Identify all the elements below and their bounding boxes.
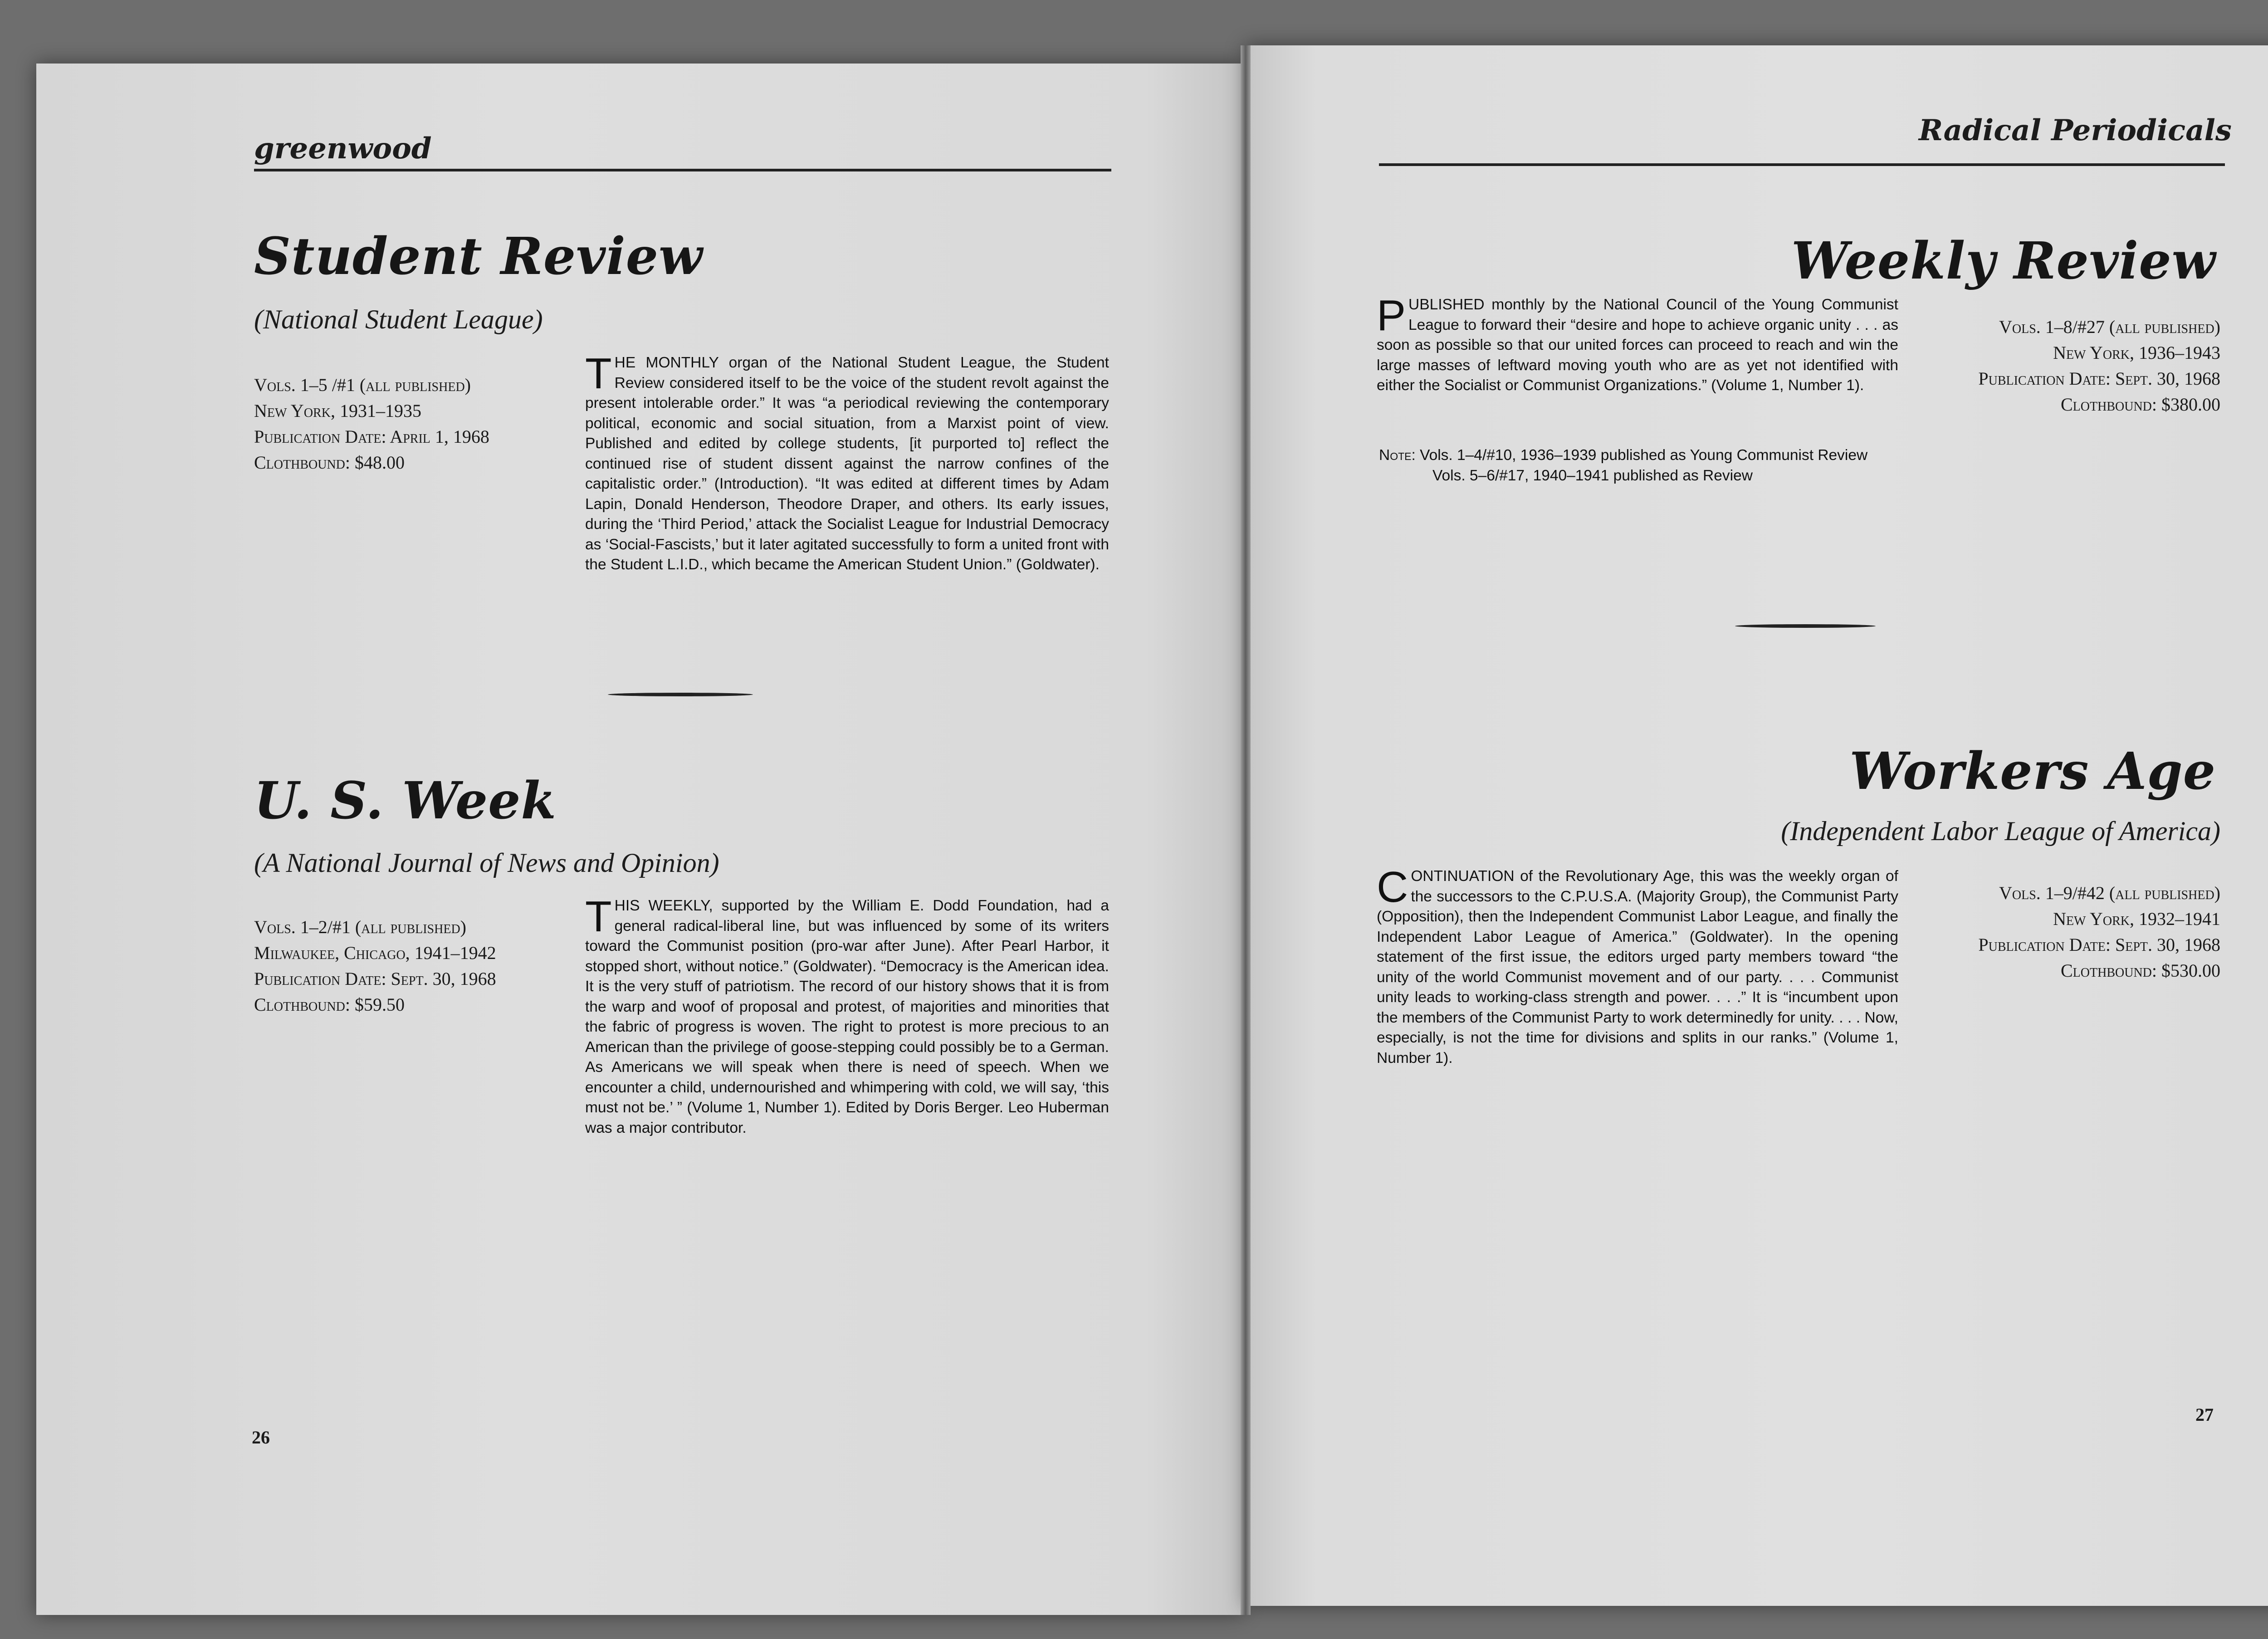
price-line: Clothbound: $380.00 xyxy=(2061,394,2220,415)
description-text: UBLISHED monthly by the National Council of the Young Communist League to forward their “desire and hope to achieve organic unity . . . as soon as possible so that our united forces can proceed to reach and win the large masses of leftward moving youth who are as yet not identified with either the Socialist or Communist Organizations.” (Volume 1, Number 1). xyxy=(1377,296,1898,394)
section-divider xyxy=(608,693,753,696)
note-line-2: Vols. 5–6/#17, 1940–1941 published as Review xyxy=(1432,467,1753,484)
place-line: New York, 1932–1941 xyxy=(2053,909,2220,929)
page-number-right: 27 xyxy=(2195,1404,2214,1425)
place-line: New York, 1931–1935 xyxy=(254,401,421,421)
publication-note xyxy=(1379,445,1901,486)
publication-date: Publication Date: Sept. 30, 1968 xyxy=(1978,368,2220,389)
entry-title: Weekly Review xyxy=(1791,231,2216,291)
left-page xyxy=(36,64,1243,1615)
drop-cap: T xyxy=(585,349,612,398)
drop-cap: T xyxy=(585,892,612,941)
place-line: New York, 1936–1943 xyxy=(2053,342,2220,363)
entry-subtitle: (A National Journal of News and Opinion) xyxy=(254,848,719,878)
entry-description xyxy=(1377,291,1898,396)
description-text: HIS WEEKLY, supported by the William E. Dodd Foundation, had a general radical-liberal line, but was influenced by some of its writers toward the Communist position (pro-war after June). After Pearl Harbor, it stopped short, without notice.” (Goldwater). “Democracy is the American idea. It is the very stuff of patriotism. The record of our history shows that it is from the warp and woof of proposal and protest, of majorities and minorities that the fabric of progress is woven. The right to protest is more precious to an American than the privilege of goose-stepping could possibly be to a German. As Americans we will speak when there is need of speech. When we encounter a child, undernourished and whimpering with cold, we will say, ‘this must not be.’ ” (Volume 1, Number 1). Edited by Doris Berger. Leo Huberman was a major contributor. xyxy=(585,897,1109,1136)
place-line: Milwaukee, Chicago, 1941–1942 xyxy=(254,943,496,963)
entry-metadata xyxy=(1901,880,2220,983)
publication-date: Publication Date: April 1, 1968 xyxy=(254,426,489,447)
entry-subtitle: (National Student League) xyxy=(254,304,543,334)
note-line-1: Vols. 1–4/#10, 1936–1939 published as Young Communist Review xyxy=(1420,447,1868,464)
entry-metadata xyxy=(254,372,489,475)
volumes-line: Vols. 1–2/#1 (all published) xyxy=(254,917,466,937)
note-label: Note: xyxy=(1379,447,1416,464)
header-rule-right xyxy=(1379,163,2225,166)
header-rule-left xyxy=(254,169,1111,171)
entry-description xyxy=(1377,863,1898,1068)
price-line: Clothbound: $530.00 xyxy=(2061,960,2220,981)
entry-metadata xyxy=(1901,314,2220,417)
page-number-left: 26 xyxy=(252,1427,270,1448)
drop-cap: P xyxy=(1377,291,1406,340)
price-line: Clothbound: $48.00 xyxy=(254,452,405,473)
entry-title: Workers Age xyxy=(1849,742,2216,801)
entry-metadata xyxy=(254,914,496,1018)
publication-date: Publication Date: Sept. 30, 1968 xyxy=(1978,934,2220,955)
book-gutter xyxy=(1241,45,1251,1615)
entry-title: Student Review xyxy=(254,227,703,286)
entry-description xyxy=(585,349,1109,575)
entry-title: U. S. Week xyxy=(254,771,557,831)
publication-date: Publication Date: Sept. 30, 1968 xyxy=(254,969,496,989)
section-divider xyxy=(1735,624,1876,628)
running-head-left: greenwood xyxy=(254,132,432,166)
description-text: ONTINUATION of the Revolutionary Age, this was the weekly organ of the successors to the C.P.U.S.A. (Majority Group), the Communist Party (Opposition), then the Independent Communist Labor League, and finally the Independent Labor League of America.” (Goldwater). In the opening statement of the first issue, the editors urged party members toward “the unity of the world Communist movement and of our party. . . . Communist unity leads to working-class strength and power. . . .” It is “incumbent upon the members of the Communist Party to work determinedly for unity. . . . Now, especially, is not the time for divisions and splits in our ranks.” (Volume 1, Number 1). xyxy=(1377,868,1898,1067)
entry-subtitle: (Independent Labor League of America) xyxy=(1781,816,2220,846)
running-head-right: Radical Periodicals xyxy=(1919,113,2232,147)
price-line: Clothbound: $59.50 xyxy=(254,994,405,1015)
description-text: HE MONTHLY organ of the National Student League, the Student Review considered itself to be the voice of the student revolt against the present intolerable order.” It was “a periodical reviewing the contemporary political, economic and social situation, from a Marxist point of view. Published and edited by college students, [it purported to] reflect the continued rise of student dissent against the narrow confines of the capitalistic order.” (Introduction). “It was edited at different times by Adam Lapin, Donald Henderson, Theodore Draper, and others. Its early issues, during the ‘Third Period,’ attack the Socialist League for Industrial Democracy as ‘Social-Fascists,’ but it later agitated successfully to form a united front with the Student L.I.D., which became the American Student Union.” (Goldwater). xyxy=(585,354,1109,573)
volumes-line: Vols. 1–9/#42 (all published) xyxy=(1999,883,2220,903)
volumes-line: Vols. 1–5 /#1 (all published) xyxy=(254,375,471,395)
drop-cap: C xyxy=(1377,863,1408,911)
entry-description xyxy=(585,892,1109,1138)
volumes-line: Vols. 1–8/#27 (all published) xyxy=(1999,317,2220,337)
